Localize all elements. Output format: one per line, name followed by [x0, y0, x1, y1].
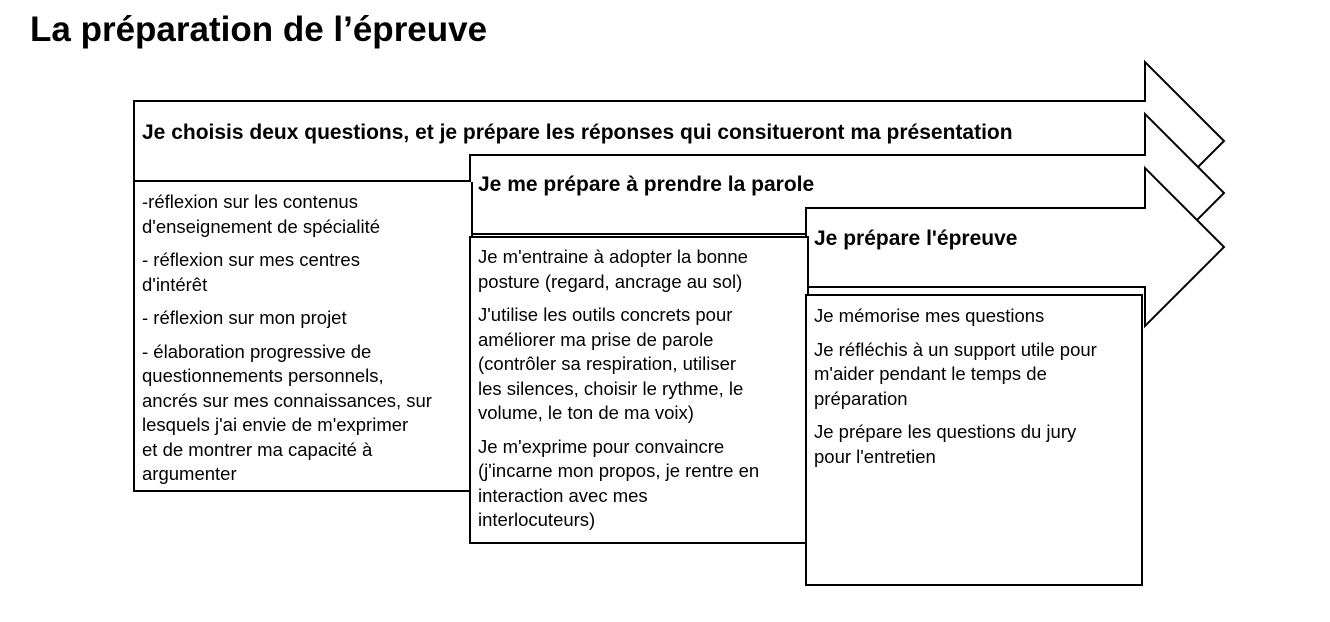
step-3-heading: Je prépare l'épreuve	[814, 227, 1018, 250]
step-3-content-box	[805, 294, 1143, 586]
step-1-heading: Je choisis deux questions, et je prépare les réponses qui consitueront ma présentation	[142, 121, 1013, 144]
step-2-item: Je m'entraine à adopter la bonne posture (regard, ancrage au sol)	[478, 246, 748, 292]
step-2-item: J'utilise les outils concrets pour améliorer ma prise de parole (contrôler sa respiration, utiliser les silences, choisir le rythme, le volume, le ton de ma voix)	[478, 304, 744, 423]
step-3-item: Je réfléchis à un support utile pour m'aider pendant le temps de préparation	[814, 338, 1097, 409]
step-2-heading: Je me prépare à prendre la parole	[478, 173, 815, 196]
step-3-item: Je mémorise mes questions	[814, 305, 1045, 326]
step-2-item: Je m'exprime pour convaincre (j'incarne mon propos, je rentre en interaction avec mes interlocuteurs)	[478, 435, 760, 530]
step-1-item: - élaboration progressive de questionnements personnels, ancrés sur mes connaissances, sur lesquels j'ai envie de m'exprimer et de montrer ma capacité à argumenter	[142, 340, 432, 484]
step-3-item: Je prépare les questions du jury pour l'entretien	[814, 421, 1077, 467]
step-2-content-box	[469, 236, 809, 544]
page-title: La préparation de l’épreuve	[30, 10, 488, 49]
step-1-item: - réflexion sur mon projet	[142, 307, 347, 328]
step-1-item: -réflexion sur les contenus d'enseignement de spécialité	[142, 191, 381, 237]
step-1-item: - réflexion sur mes centres d'intérêt	[142, 249, 360, 295]
step-1-content-box	[133, 182, 473, 492]
